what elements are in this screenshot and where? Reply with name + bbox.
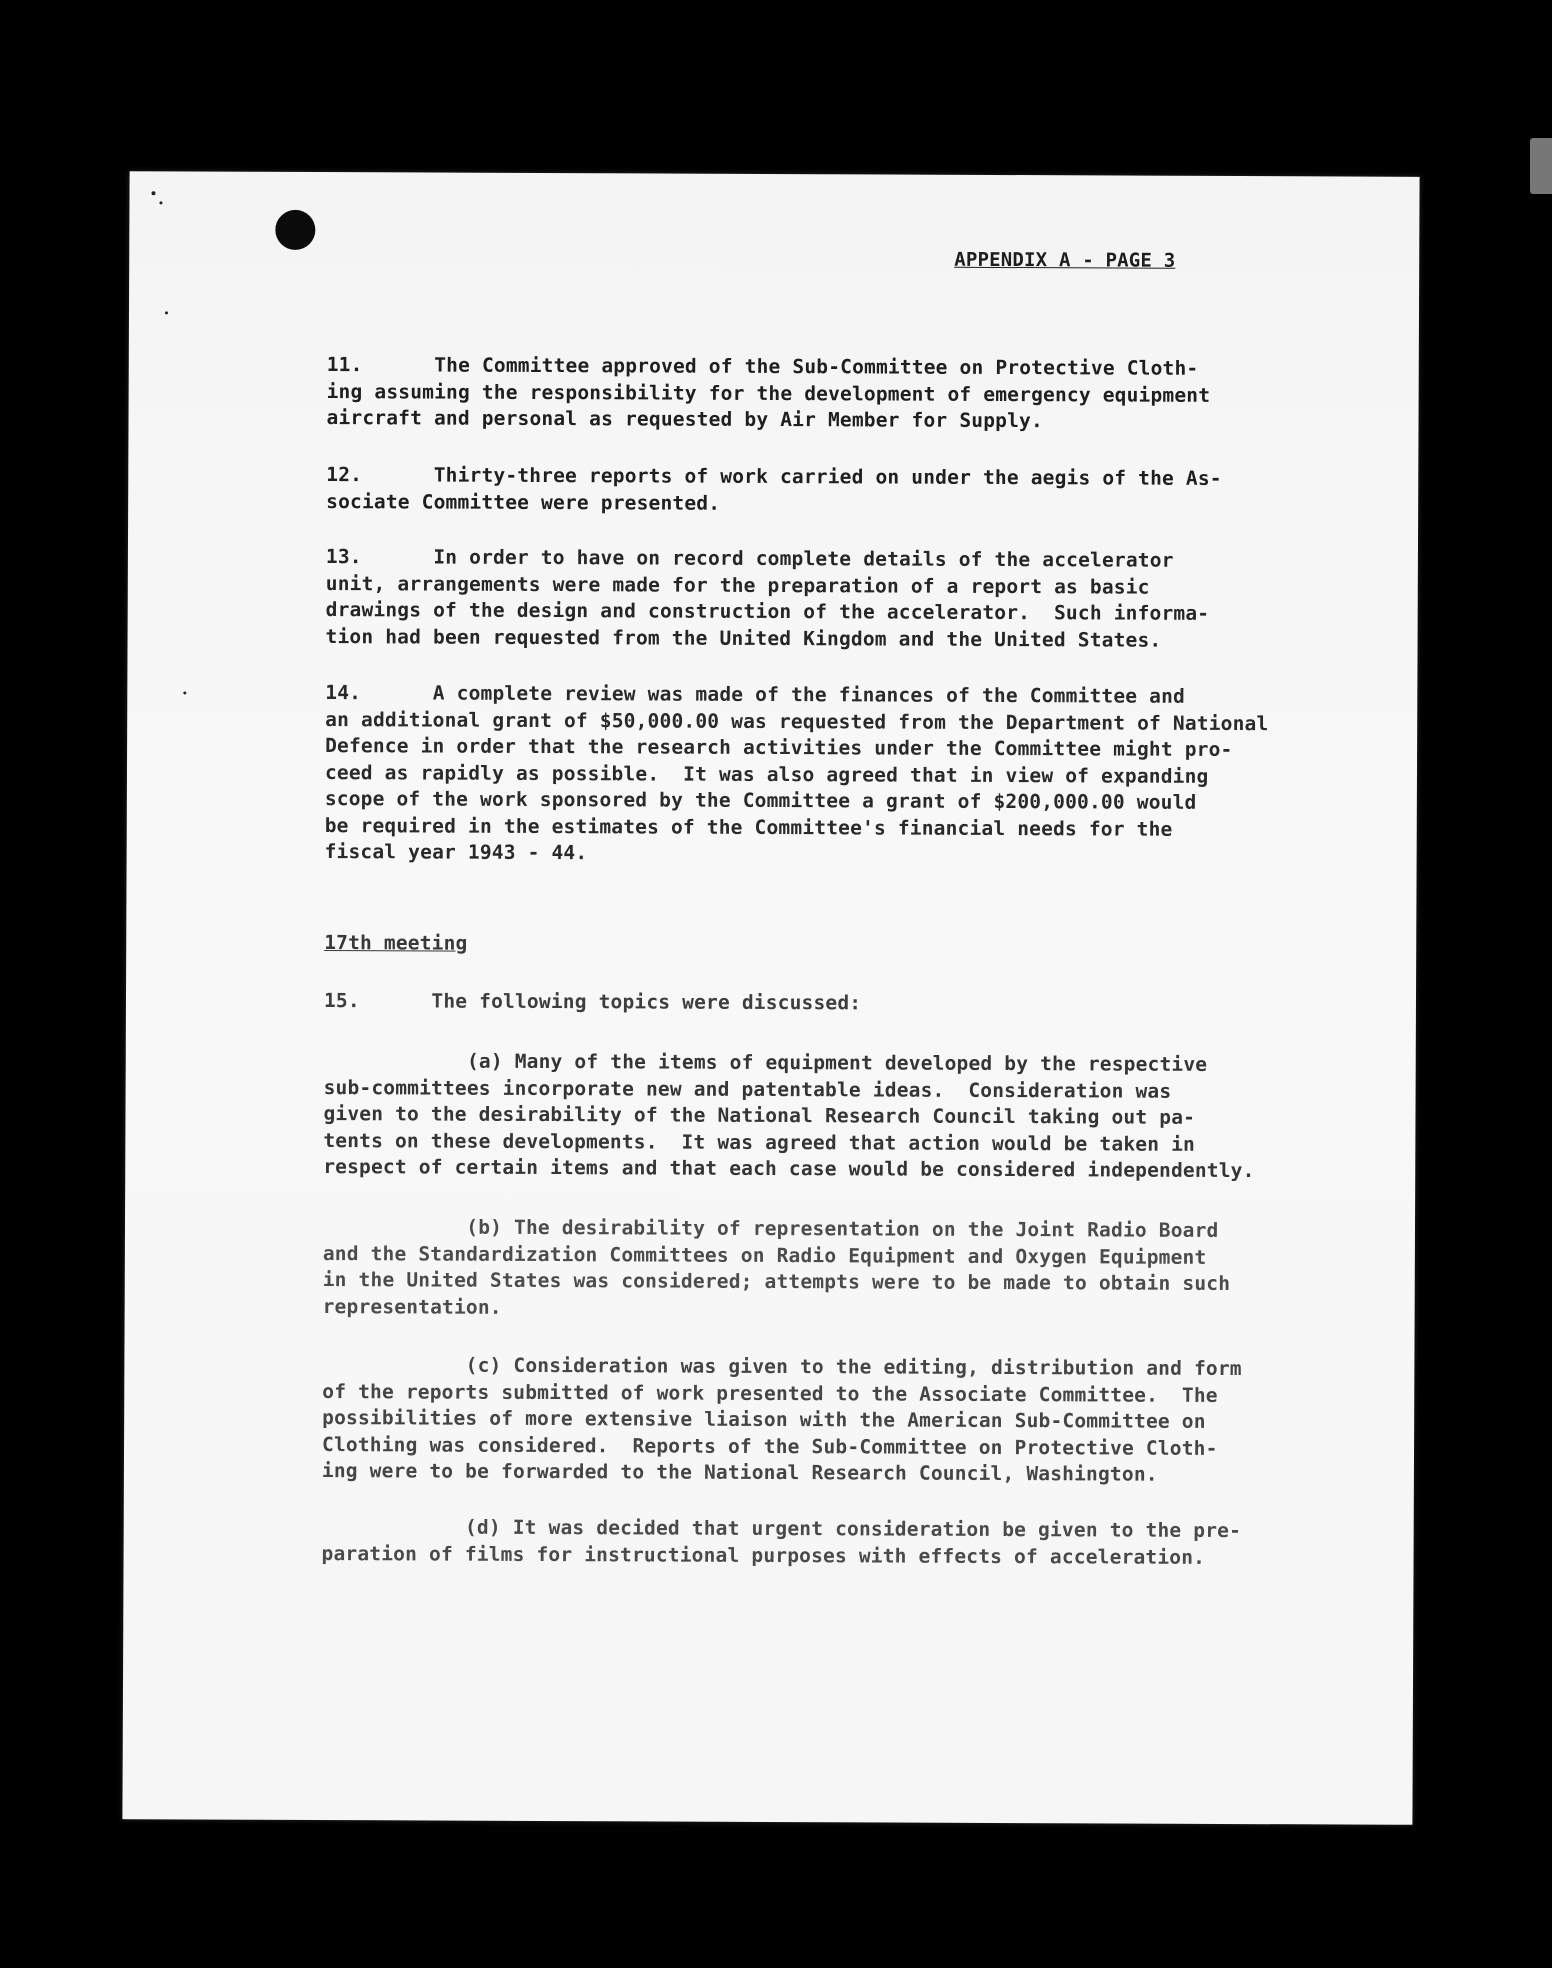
dust-speck bbox=[183, 691, 186, 694]
paragraph-14: 14. A complete review was made of the finances of the Committee and an additional grant of $50,000.00 was requested from the Department of National Defence in order that the research activities under the Committee might pro- ceed as rapidly as possible. It was also agreed that in view of expanding scope of the work sponsored by the Committee a grant of $200,000.00 would be required in the estimates of the Committee's financial needs for the fiscal year 1943 - 44. bbox=[324, 681, 1269, 865]
paragraph-15: 15. The following topics were discussed: bbox=[323, 989, 862, 1015]
scanner-edge-mark bbox=[1530, 138, 1552, 194]
page-header: APPENDIX A - PAGE 3 bbox=[954, 248, 1176, 272]
subitem-d: (d) It was decided that urgent consideration be given to the pre- paration of films for instructional purposes with effects of acceleration. bbox=[321, 1515, 1242, 1569]
paragraph-12: 12. Thirty-three reports of work carried on under the aegis of the As- sociate Committee were presented. bbox=[326, 463, 1222, 515]
dust-speck bbox=[165, 311, 168, 314]
dust-speck bbox=[159, 201, 162, 204]
dust-speck bbox=[151, 191, 155, 195]
subitem-c: (c) Consideration was given to the editing, distribution and form of the reports submitted of work presented to the Associate Committee. The possibilities of more extensive liaison with the American Sub-Committee on Clothing was considered. Reports of the Sub-Committee on Protective Cloth- ing were to be forwarded to the National Research Council, Washington. bbox=[321, 1353, 1242, 1486]
document-sheet bbox=[122, 171, 1419, 1825]
paragraph-13: 13. In order to have on record complete details of the accelerator unit, arrangements were made for the preparation of a report as basic drawings of the design and construction of the accelerator. Such informa- tion had been requested from the United Kingdom and the United States. bbox=[325, 545, 1210, 652]
section-heading-17th-meeting: 17th meeting bbox=[324, 931, 468, 955]
subitem-a: (a) Many of the items of equipment developed by the respective sub-committees incorporate new and patentable ideas. Consideration was given to the desirability of the National Research Council taking out pa- tents on these developments. It was agreed that action would be taken in respect of certain items and that each case would be considered independently. bbox=[323, 1049, 1255, 1183]
punch-hole bbox=[275, 210, 315, 250]
paragraph-11: 11. The Committee approved of the Sub-Committee on Protective Cloth- ing assuming the responsibility for the development of emergency equipment aircraft and personal as requested by Air Member for Supply. bbox=[326, 353, 1211, 433]
subitem-b: (b) The desirability of representation on the Joint Radio Board and the Standardization Committees on Radio Equipment and Oxygen Equipment in the United States was considered; attempts were to be made to obtain such representation. bbox=[322, 1215, 1231, 1319]
